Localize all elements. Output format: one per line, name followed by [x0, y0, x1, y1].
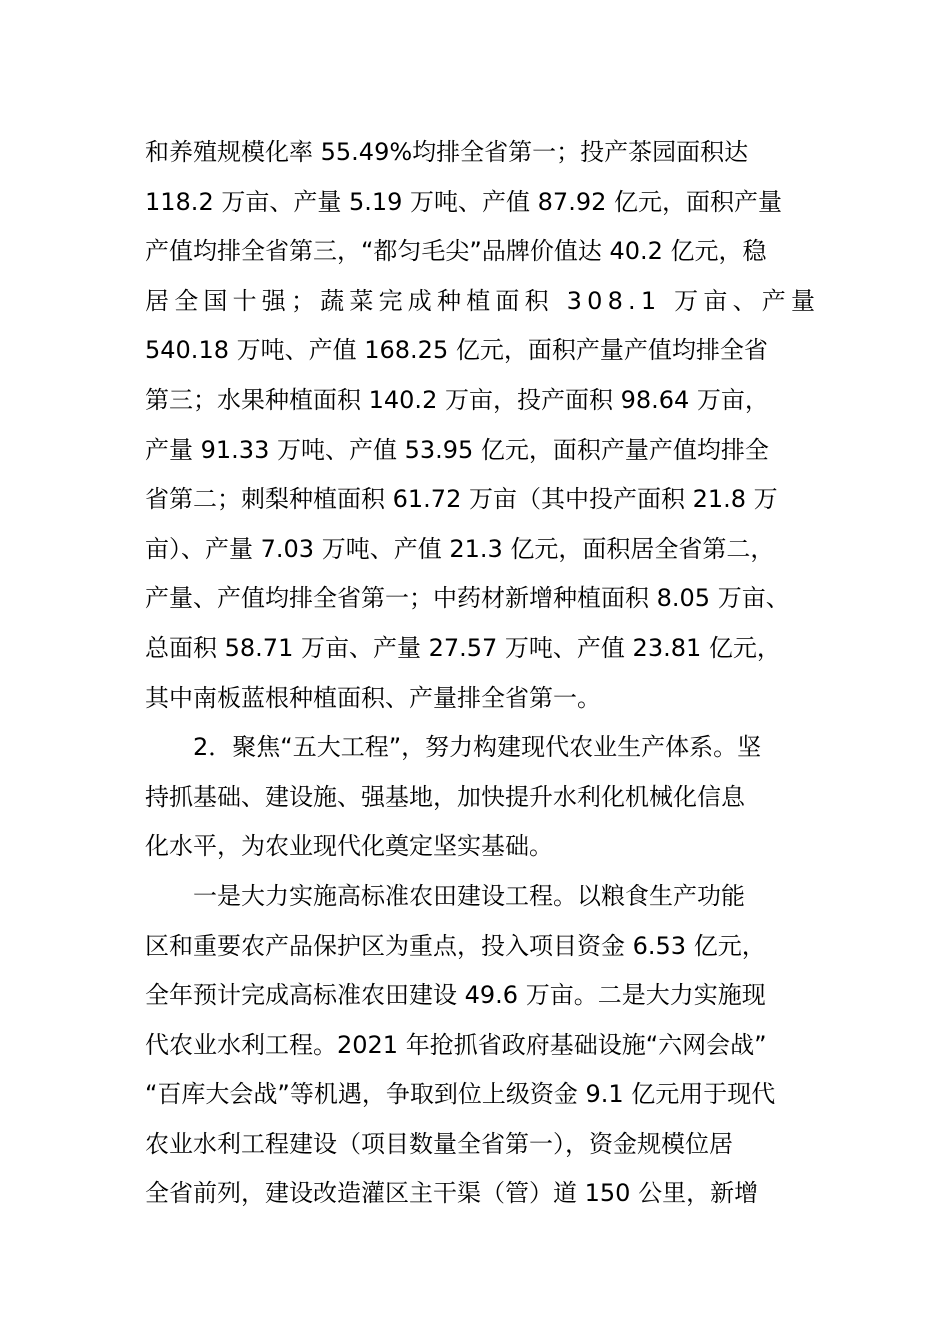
text-line-18: 全年预计完成高标准农田建设 49.6 万亩。二是大力实施现 [145, 981, 766, 1010]
text-line-7: 产量 91.33 万吨、产值 53.95 亿元，面积产量产值均排全 [145, 435, 769, 464]
text-line-14: 持抓基础、建设施、强基地，加快提升水利化机械化信息 [145, 782, 745, 811]
text-line-16: 一是大力实施高标准农田建设工程。以粮食生产功能 [193, 881, 745, 910]
text-line-6: 第三；水果种植面积 140.2 万亩，投产面积 98.64 万亩， [145, 385, 769, 414]
text-line-12: 其中南板蓝根种植面积、产量排全省第一。 [145, 683, 601, 712]
text-line-13: 2．聚焦“五大工程”，努力构建现代农业生产体系。坚 [193, 733, 762, 762]
text-line-19: 代农业水利工程。2021 年抢抓省政府基础设施“六网会战” [145, 1030, 767, 1059]
text-line-22: 全省前列，建设改造灌区主干渠（管）道 150 公里，新增 [145, 1179, 759, 1208]
text-line-5: 540.18 万吨、产值 168.25 亿元，面积产量产值均排全省 [145, 336, 768, 365]
text-line-20: “百库大会战”等机遇，争取到位上级资金 9.1 亿元用于现代 [145, 1080, 776, 1109]
text-line-17: 区和重要农产品保护区为重点，投入项目资金 6.53 亿元， [145, 931, 766, 960]
text-line-4: 居全国十强；蔬菜完成种植面积 308.1 万亩、产量 [145, 286, 821, 315]
text-line-15: 化水平，为农业现代化奠定坚实基础。 [145, 832, 553, 861]
text-line-21: 农业水利工程建设（项目数量全省第一），资金规模位居 [145, 1129, 733, 1158]
text-line-8: 省第二；刺梨种植面积 61.72 万亩（其中投产面积 21.8 万 [145, 485, 778, 514]
text-line-2: 118.2 万亩、产量 5.19 万吨、产值 87.92 亿元，面积产量 [145, 187, 782, 216]
text-line-9: 亩）、产量 7.03 万吨、产值 21.3 亿元，面积居全省第二， [145, 534, 775, 563]
text-line-10: 产量、产值均排全省第一；中药材新增种植面积 8.05 万亩、 [145, 584, 790, 613]
text-line-11: 总面积 58.71 万亩、产量 27.57 万吨、产值 23.81 亿元， [145, 633, 781, 662]
body-text [145, 128, 835, 1219]
text-line-3: 产值均排全省第三，“都匀毛尖”品牌价值达 40.2 亿元，稳 [145, 237, 767, 266]
text-line-1: 和养殖规模化率 55.49%均排全省第一；投产茶园面积达 [145, 138, 749, 166]
